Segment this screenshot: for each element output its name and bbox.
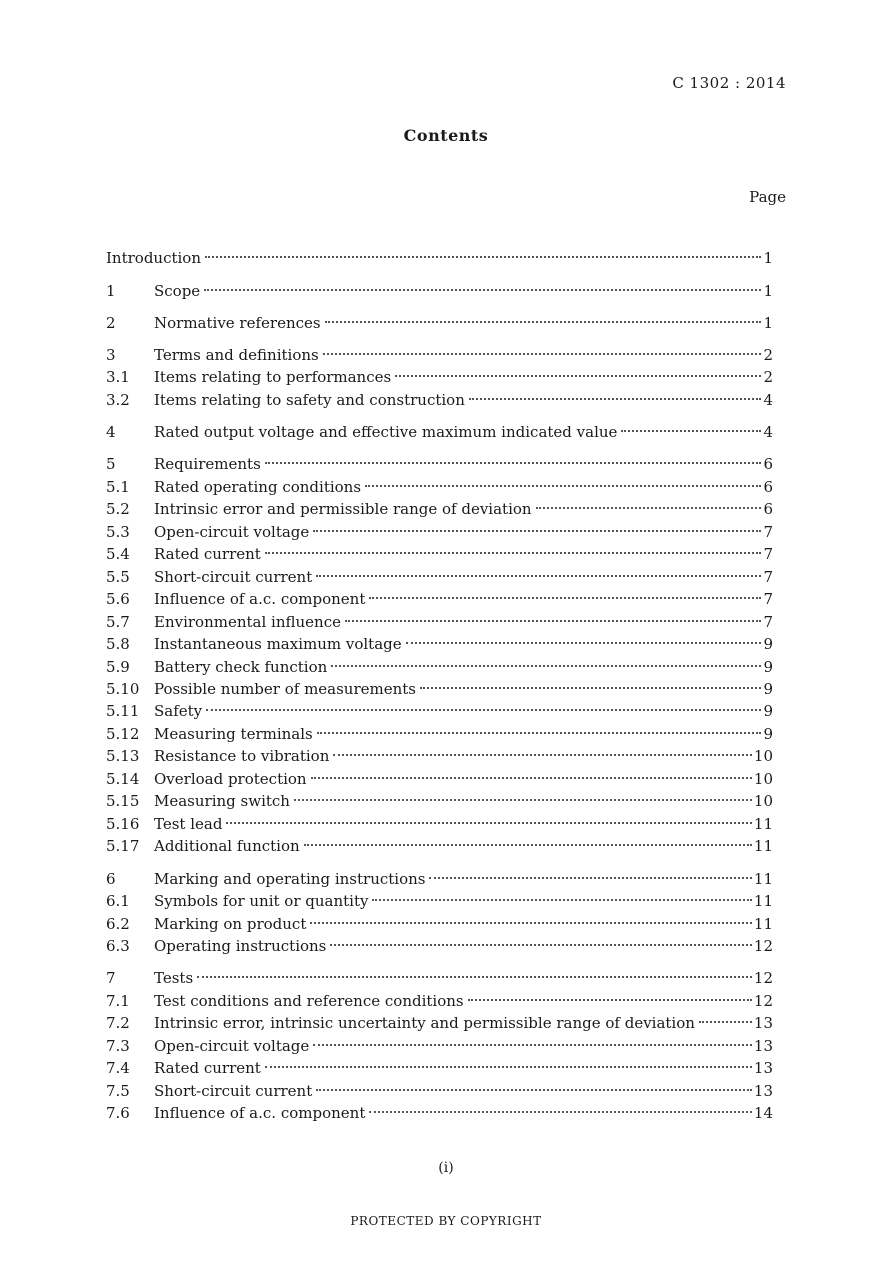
toc-entry-number: 1	[106, 282, 116, 300]
dot-leader	[205, 255, 761, 258]
dot-leader	[310, 921, 752, 924]
dot-leader	[395, 374, 761, 377]
toc-entry-title: Open-circuit voltage	[154, 1037, 310, 1055]
dot-leader	[369, 596, 761, 599]
toc-entry-title: Terms and definitions	[154, 346, 319, 364]
toc-entry[interactable]	[106, 543, 773, 565]
toc-entry-page: 11	[753, 837, 773, 855]
dot-leader	[333, 753, 752, 756]
toc-entry-title: Rated output voltage and effective maximum indicated value	[154, 423, 618, 441]
toc-entry-title: Items relating to performances	[154, 368, 392, 386]
toc-entry-number: 7.6	[106, 1104, 130, 1122]
toc-entry-page: 10	[753, 792, 773, 810]
toc-entry-title: Scope	[154, 282, 201, 300]
toc-entry-number: 5.6	[106, 590, 130, 608]
toc-entry-title: Possible number of measurements	[154, 680, 417, 698]
dot-leader	[468, 998, 752, 1001]
toc-entry[interactable]	[106, 768, 773, 790]
dot-leader	[316, 574, 761, 577]
toc-entry-page: 11	[753, 815, 773, 833]
toc-entry-number: 5	[106, 455, 116, 473]
toc-entry-title: Rated current	[154, 545, 261, 563]
toc-entry-page: 2	[763, 368, 773, 386]
toc-entry-page: 1	[763, 282, 773, 300]
toc-entry-page: 9	[763, 725, 773, 743]
toc-entry-page: 6	[763, 478, 773, 496]
toc-entry-page: 12	[753, 992, 773, 1010]
toc-entry[interactable]	[106, 521, 773, 543]
toc-entry-number: 5.11	[106, 702, 140, 720]
toc-entry[interactable]	[106, 389, 773, 411]
toc-entry-page: 1	[763, 249, 773, 267]
toc-entry-page: 7	[763, 590, 773, 608]
toc-entry-title: Intrinsic error and permissible range of deviation	[154, 500, 532, 518]
toc-entry-title: Environmental influence	[154, 613, 341, 631]
toc-entry-number: 7.2	[106, 1014, 130, 1032]
toc-entry-number: 2	[106, 314, 116, 332]
toc-entry-title: Measuring terminals	[154, 725, 313, 743]
toc-entry-number: 5.13	[106, 747, 140, 765]
dot-leader	[621, 429, 761, 432]
toc-entry-title: Influence of a.c. component	[154, 590, 366, 608]
toc-entry[interactable]	[106, 247, 773, 269]
toc-entry-page: 13	[753, 1014, 773, 1032]
dot-leader	[204, 288, 761, 291]
toc-entry[interactable]	[106, 700, 773, 722]
toc-entry-number: 5.16	[106, 815, 140, 833]
toc-entry-page: 7	[763, 613, 773, 631]
toc-entry-number: 6.3	[106, 937, 130, 955]
toc-entry-number: 5.8	[106, 635, 130, 653]
toc-entry[interactable]	[106, 913, 773, 935]
toc-entry-number: 5.3	[106, 523, 130, 541]
toc-entry[interactable]	[106, 990, 773, 1012]
toc-entry-title: Measuring switch	[154, 792, 290, 810]
toc-entry[interactable]	[106, 813, 773, 835]
toc-entry[interactable]	[106, 935, 773, 957]
dot-leader	[265, 1065, 752, 1068]
toc-entry[interactable]	[106, 868, 773, 890]
toc-entry[interactable]	[106, 421, 773, 443]
dot-leader	[313, 1043, 752, 1046]
toc-entry-page: 7	[763, 545, 773, 563]
toc-entry-number: 7.1	[106, 992, 130, 1010]
dot-leader	[372, 898, 751, 901]
toc-entry[interactable]	[106, 280, 773, 302]
page-column-label: Page	[749, 188, 786, 206]
toc-entry-title: Influence of a.c. component	[154, 1104, 366, 1122]
toc-entry-page: 11	[753, 915, 773, 933]
toc-entry-page: 4	[763, 391, 773, 409]
toc-entry-title: Short-circuit current	[154, 568, 313, 586]
copyright-notice: PROTECTED BY COPYRIGHT	[350, 1214, 542, 1228]
toc-entry[interactable]	[106, 476, 773, 498]
toc-entry-title: Safety	[154, 702, 203, 720]
toc-entry-page: 6	[763, 500, 773, 518]
toc-entry[interactable]	[106, 656, 773, 678]
toc-entry-number: 7	[106, 969, 116, 987]
dot-leader	[311, 776, 752, 779]
toc-entry[interactable]	[106, 366, 773, 388]
toc-entry-number: 5.15	[106, 792, 140, 810]
toc-entry-page: 1	[763, 314, 773, 332]
toc-entry[interactable]	[106, 967, 773, 989]
dot-leader	[429, 876, 751, 879]
toc-entry-number: 5.17	[106, 837, 140, 855]
toc-entry-number: 7.3	[106, 1037, 130, 1055]
toc-entry-number: 5.12	[106, 725, 140, 743]
dot-leader	[369, 1110, 752, 1113]
toc-entry-page: 14	[753, 1104, 773, 1122]
toc-entry-title: Short-circuit current	[154, 1082, 313, 1100]
toc-entry-number: 3	[106, 346, 116, 364]
dot-leader	[699, 1020, 752, 1023]
toc-entry-page: 13	[753, 1059, 773, 1077]
toc-entry-title: Marking on product	[154, 915, 307, 933]
toc-entry-number: 3.1	[106, 368, 130, 386]
dot-leader	[331, 664, 761, 667]
toc-entry-page: 13	[753, 1082, 773, 1100]
toc-entry-page: 10	[753, 770, 773, 788]
toc-entry-title: Rated operating conditions	[154, 478, 362, 496]
toc-entry[interactable]	[106, 1057, 773, 1079]
toc-entry-page: 12	[753, 937, 773, 955]
toc-entry-number: 5.7	[106, 613, 130, 631]
toc-entry-page: 13	[753, 1037, 773, 1055]
toc-entry-number: 5.14	[106, 770, 140, 788]
toc-entry-title: Test conditions and reference conditions	[154, 992, 464, 1010]
dot-leader	[304, 843, 752, 846]
toc-entry-page: 9	[763, 680, 773, 698]
dot-leader	[323, 352, 762, 355]
toc-entry-page: 2	[763, 346, 773, 364]
toc-entry-number: 7.4	[106, 1059, 130, 1077]
toc-entry-page: 7	[763, 568, 773, 586]
toc-entry[interactable]	[106, 1102, 773, 1124]
toc-entry[interactable]	[106, 344, 773, 366]
toc-entry-number: 6.1	[106, 892, 130, 910]
dot-leader	[406, 641, 762, 644]
toc-entry-page: 9	[763, 658, 773, 676]
toc-entry-number: 6.2	[106, 915, 130, 933]
toc-entry-number: 6	[106, 870, 116, 888]
toc-entry-page: 7	[763, 523, 773, 541]
dot-leader	[469, 397, 762, 400]
toc-entry-title: Tests	[154, 969, 194, 987]
toc-entry-title: Requirements	[154, 455, 261, 473]
toc-entry-title: Introduction	[106, 249, 201, 267]
dot-leader	[317, 731, 762, 734]
page-title: Contents	[403, 126, 489, 145]
dot-leader	[206, 708, 761, 711]
toc-entry-number: 5.10	[106, 680, 140, 698]
dot-leader	[226, 821, 751, 824]
toc-entry-page: 12	[753, 969, 773, 987]
dot-leader	[420, 686, 761, 689]
toc-entry-title: Instantaneous maximum voltage	[154, 635, 402, 653]
toc-entry-title: Battery check function	[154, 658, 328, 676]
toc-entry-number: 5.2	[106, 500, 130, 518]
toc-entry[interactable]	[106, 1080, 773, 1102]
dot-leader	[197, 975, 752, 978]
toc-entry-title: Open-circuit voltage	[154, 523, 310, 541]
dot-leader	[316, 1088, 752, 1091]
toc-entry[interactable]	[106, 312, 773, 334]
toc-entry[interactable]	[106, 678, 773, 700]
toc-entry[interactable]	[106, 611, 773, 633]
toc-entry-page: 9	[763, 702, 773, 720]
toc-entry[interactable]	[106, 633, 773, 655]
dot-leader	[536, 506, 762, 509]
dot-leader	[365, 484, 761, 487]
toc-entry[interactable]	[106, 745, 773, 767]
dot-leader	[313, 529, 761, 532]
toc-entry[interactable]	[106, 1012, 773, 1034]
toc-entry[interactable]	[106, 723, 773, 745]
toc-entry-number: 5.1	[106, 478, 130, 496]
toc-entry-page: 11	[753, 892, 773, 910]
toc-entry[interactable]	[106, 890, 773, 912]
dot-leader	[325, 320, 762, 323]
dot-leader	[265, 551, 762, 554]
toc-entry[interactable]	[106, 588, 773, 610]
toc-entry-number: 7.5	[106, 1082, 130, 1100]
document-id: C 1302 : 2014	[672, 74, 786, 92]
toc-entry[interactable]	[106, 498, 773, 520]
toc-entry-title: Items relating to safety and construction	[154, 391, 465, 409]
toc-entry-number: 3.2	[106, 391, 130, 409]
toc-entry-number: 4	[106, 423, 116, 441]
toc-entry-number: 5.5	[106, 568, 130, 586]
toc-entry-title: Resistance to vibration	[154, 747, 330, 765]
toc-entry-title: Overload protection	[154, 770, 307, 788]
page-number: (i)	[438, 1160, 454, 1176]
dot-leader	[345, 619, 761, 622]
toc-entry-page: 6	[763, 455, 773, 473]
toc-entry[interactable]	[106, 1035, 773, 1057]
toc-entry[interactable]	[106, 790, 773, 812]
toc-entry-title: Normative references	[154, 314, 321, 332]
toc-entry-number: 5.4	[106, 545, 130, 563]
dot-leader	[265, 461, 762, 464]
toc-entry-title: Marking and operating instructions	[154, 870, 426, 888]
toc-entry[interactable]	[106, 566, 773, 588]
toc-entry-title: Operating instructions	[154, 937, 327, 955]
toc-entry-title: Rated current	[154, 1059, 261, 1077]
dot-leader	[330, 943, 752, 946]
dot-leader	[294, 798, 752, 801]
toc-entry-page: 4	[763, 423, 773, 441]
toc-entry-title: Symbols for unit or quantity	[154, 892, 369, 910]
toc-entry-title: Test lead	[154, 815, 223, 833]
toc-entry-page: 11	[753, 870, 773, 888]
toc-entry[interactable]	[106, 453, 773, 475]
toc-entry[interactable]	[106, 835, 773, 857]
toc-entry-title: Additional function	[154, 837, 300, 855]
toc-entry-title: Intrinsic error, intrinsic uncertainty and permissible range of deviation	[154, 1014, 695, 1032]
toc-entry-number: 5.9	[106, 658, 130, 676]
toc-entry-page: 9	[763, 635, 773, 653]
toc-entry-page: 10	[753, 747, 773, 765]
